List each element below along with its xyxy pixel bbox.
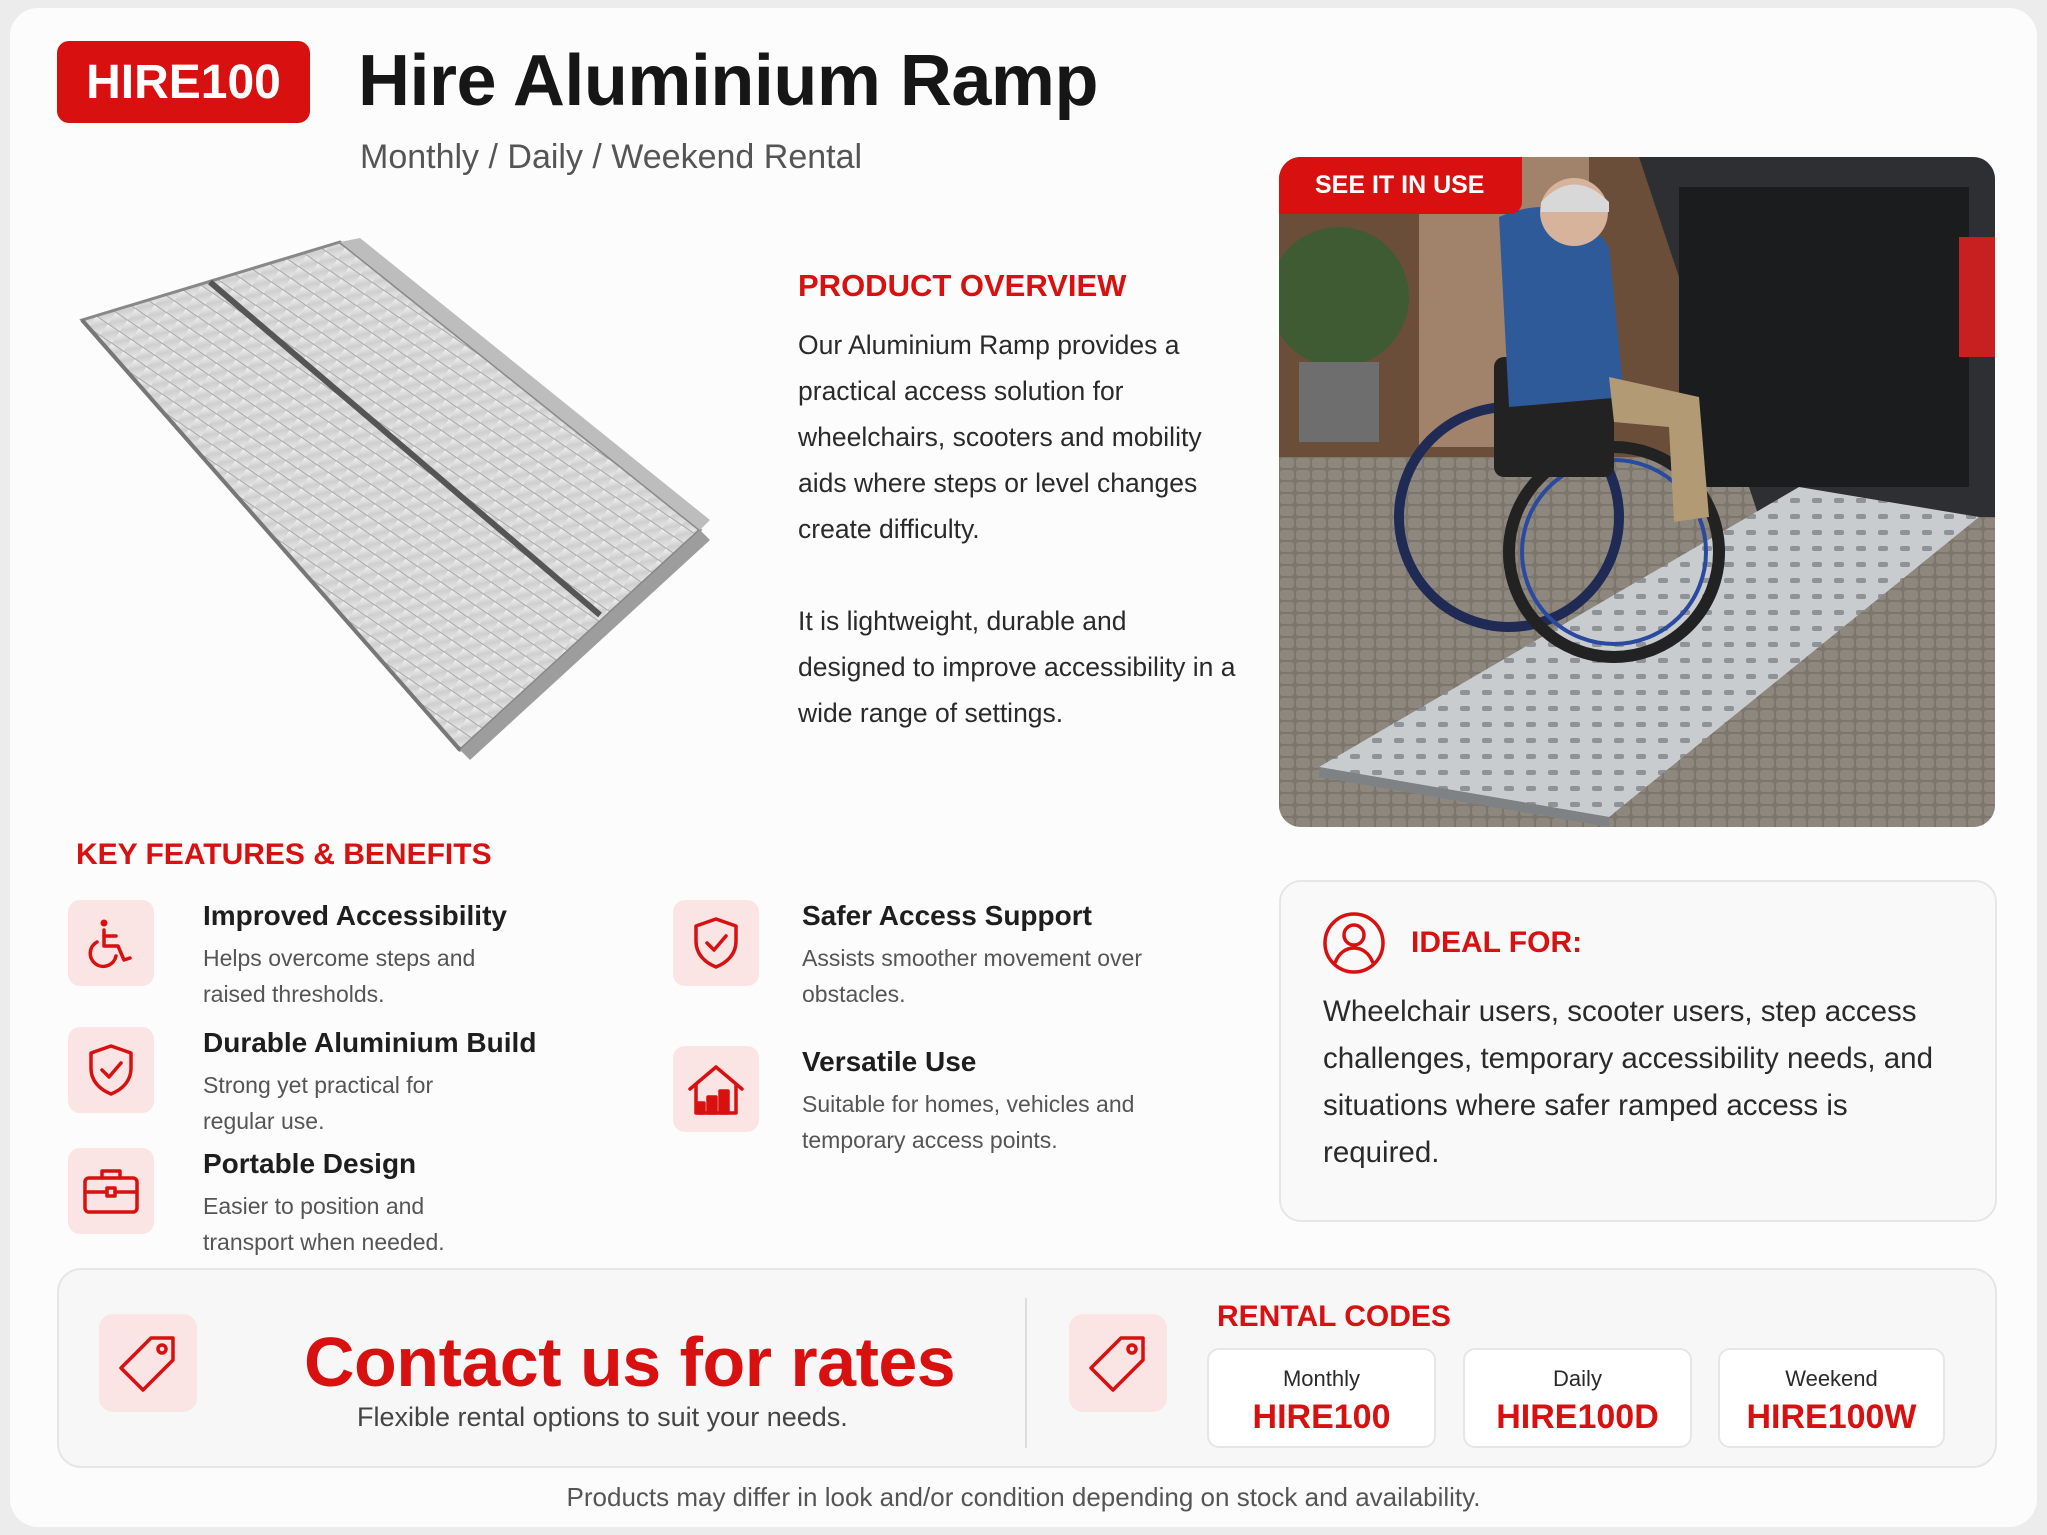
contact-rates-subtext: Flexible rental options to suit your needs. <box>357 1402 848 1432</box>
rental-code-weekend <box>1718 1348 1945 1448</box>
pricing-bar <box>57 1268 1997 1468</box>
rental-code-label: Daily <box>1553 1366 1602 1391</box>
feature-title: Durable Aluminium Build <box>203 1027 537 1058</box>
disclaimer-footer: Products may differ in look and/or condition depending on stock and availability. <box>566 1482 1481 1512</box>
features-heading: KEY FEATURES & BENEFITS <box>76 838 492 871</box>
user-circle-icon <box>1321 910 1387 976</box>
overview-paragraph-1: Our Aluminium Ramp provides a practical access solution for wheelchairs, scooters and mobility aids where steps or level changes create difficulty. <box>798 330 1202 544</box>
product-code-badge: HIRE100 <box>57 41 310 123</box>
rental-code-value: HIRE100D <box>1496 1398 1659 1436</box>
rental-code-value: HIRE100 <box>1252 1398 1391 1436</box>
see-it-in-use-badge: SEE IT IN USE <box>1279 157 1522 214</box>
feature-title: Versatile Use <box>802 1046 977 1077</box>
feature-desc: Easier to position and transport when needed. <box>203 1193 445 1255</box>
feature-title: Improved Accessibility <box>203 900 507 931</box>
rental-codes-heading: RENTAL CODES <box>1217 1300 1451 1333</box>
rental-code-label: Monthly <box>1282 1366 1361 1391</box>
feature-desc: Assists smoother movement over obstacles. <box>802 945 1143 1007</box>
rental-code-daily <box>1463 1348 1692 1448</box>
overview-heading: PRODUCT OVERVIEW <box>798 268 1127 303</box>
feature-title: Safer Access Support <box>802 900 1092 931</box>
rental-code-value: HIRE100W <box>1746 1398 1917 1436</box>
home-icon <box>673 1046 759 1132</box>
contact-rates-heading: Contact us for rates <box>304 1323 956 1401</box>
feature-desc: Suitable for homes, vehicles and temporary access points. <box>802 1091 1135 1153</box>
feature-desc: Strong yet practical for regular use. <box>203 1072 434 1134</box>
rental-code-label: Weekend <box>1785 1366 1878 1391</box>
feature-title: Portable Design <box>203 1148 417 1179</box>
feature-desc: Helps overcome steps and raised thresholds. <box>203 945 476 1007</box>
ideal-for-heading: IDEAL FOR: <box>1411 926 1583 959</box>
ideal-for-panel <box>1279 880 1997 1222</box>
page-subtitle: Monthly / Daily / Weekend Rental <box>360 138 863 176</box>
rental-code-monthly <box>1207 1348 1436 1448</box>
overview-text <box>798 322 1238 736</box>
ramp-product-image <box>70 230 710 770</box>
price-tag-icon <box>1069 1314 1167 1412</box>
shield-check-icon <box>68 1027 154 1113</box>
overview-paragraph-2: It is lightweight, durable and designed to improve accessibility in a wide range of settings. <box>798 606 1236 728</box>
divider <box>1025 1298 1027 1448</box>
price-tag-icon <box>99 1314 197 1412</box>
ramp-in-use-photo <box>1279 157 1995 827</box>
briefcase-icon <box>68 1148 154 1234</box>
shield-check-icon <box>673 900 759 986</box>
page-title: Hire Aluminium Ramp <box>358 41 1098 121</box>
wheelchair-icon <box>68 900 154 986</box>
ideal-for-text: Wheelchair users, scooter users, step access challenges, temporary accessibility needs, and situations where safer ramped access is required. <box>1323 995 1933 1169</box>
